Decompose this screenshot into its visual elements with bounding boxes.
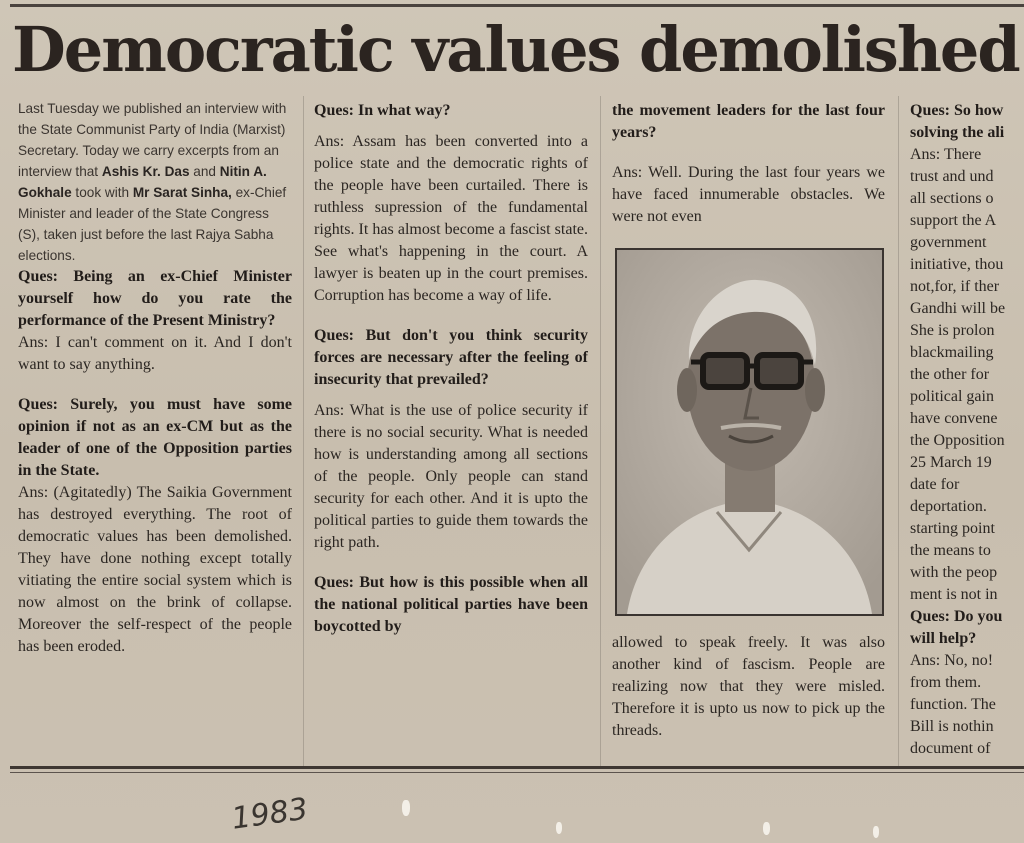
answer: Ans: There bbox=[910, 146, 982, 163]
answer: Ans: I can't comment on it. And I don't want to say anything. bbox=[18, 334, 292, 373]
answer: Ans: No, no! bbox=[910, 652, 994, 669]
answer: government bbox=[910, 234, 987, 251]
answer: 25 March 19 bbox=[910, 454, 992, 471]
answer: trust and und bbox=[910, 168, 994, 185]
reporter-name: Nitin A. Gokhale bbox=[18, 164, 267, 200]
paper-tear bbox=[763, 822, 770, 835]
intro-text: ex-Chief Minister and leader of the State Congress (S), taken just before the last Rajya Sabha elections. bbox=[18, 185, 287, 263]
intro-text: took with bbox=[71, 185, 133, 200]
paper-tear bbox=[873, 826, 879, 838]
question: Ques: Being an ex-Chief Minister yourself how do you rate the performance of the Present Ministry? bbox=[18, 268, 292, 329]
answer: Ans: (Agitatedly) The Saikia Government has destroyed everything. The root of democratic values has been demolished. They have done nothing except totally vitiating the entire social system which is now almost on the brink of collapse. Moreover the self-respect of the people has been eroded. bbox=[18, 484, 292, 655]
answer: from them. bbox=[910, 674, 982, 691]
question: solving the ali bbox=[910, 124, 1005, 141]
answer: have convene bbox=[910, 410, 998, 427]
answer: initiative, thou bbox=[910, 256, 1004, 273]
paper-tear bbox=[556, 822, 562, 834]
question: the movement leaders for the last four years? bbox=[612, 102, 885, 141]
answer: political gain bbox=[910, 388, 994, 405]
question: Ques: Surely, you must have some opinion if not as an ex-CM but as the leader of one of the Opposition parties in the State. bbox=[18, 396, 292, 479]
paper-tear bbox=[402, 800, 410, 816]
article-column-2 bbox=[314, 100, 588, 766]
bottom-rule-thin bbox=[10, 772, 1024, 773]
answer: She is prolon bbox=[910, 322, 995, 339]
answer: all sections o bbox=[910, 190, 994, 207]
answer: date for bbox=[910, 476, 960, 493]
question: Ques: But how is this possible when all the national political parties have been boycotted by bbox=[314, 574, 588, 635]
answer: starting point bbox=[910, 520, 995, 537]
top-rule bbox=[10, 4, 1024, 7]
answer: Ans: Well. During the last four years we have faced innumerable obstacles. We were not even bbox=[612, 164, 885, 225]
column-divider bbox=[600, 96, 601, 766]
answer: ment is not in bbox=[910, 586, 998, 603]
answer: the other for bbox=[910, 366, 990, 383]
reporter-name: Mr Sarat Sinha, bbox=[132, 185, 232, 200]
column-divider bbox=[898, 96, 899, 766]
question: Ques: Do you bbox=[910, 608, 1003, 625]
answer: the means to bbox=[910, 542, 991, 559]
answer: blackmailing bbox=[910, 344, 994, 361]
answer: deportation. bbox=[910, 498, 987, 515]
answer: allowed to speak freely. It was also another kind of fascism. People are realizing now that they were misled. Therefore it is upto us now to pick up the threads. bbox=[612, 634, 885, 739]
answer: document of bbox=[910, 740, 991, 757]
column-divider bbox=[303, 96, 304, 766]
intro-paragraph bbox=[18, 98, 292, 266]
portrait-photo bbox=[615, 248, 884, 616]
answer: support the A bbox=[910, 212, 997, 229]
reporter-name: Ashis Kr. Das bbox=[101, 164, 190, 179]
headline: Democratic values demolished bbox=[12, 13, 1019, 86]
question: Ques: So how bbox=[910, 102, 1004, 119]
answer: function. The bbox=[910, 696, 996, 713]
answer: Bill is nothin bbox=[910, 718, 994, 735]
question: Ques: In what way? bbox=[314, 102, 451, 119]
article-column-1 bbox=[18, 98, 292, 764]
answer: Ans: Assam has been converted into a police state and the democratic rights of the people have been curtailed. There is ruthless supression of the fundamental rights. It has almost become a fascist state. See what's happening in the court. A lawyer is beaten up in the court premises. Corruption has become a way of life. bbox=[314, 133, 588, 304]
handwritten-year: 1983 bbox=[229, 791, 310, 837]
article-column-3-bottom bbox=[612, 632, 885, 766]
article-column-4 bbox=[910, 100, 1024, 768]
portrait-image bbox=[617, 250, 882, 614]
intro-text: Last Tuesday we published an interview with the State Communist Party of India (Marxist) Secretary. Today we carry excerpts from an interview that bbox=[18, 101, 287, 179]
question: will help? bbox=[910, 630, 977, 647]
bottom-rule bbox=[10, 766, 1024, 769]
answer: Ans: What is the use of police security if there is no social security. What is needed how is understanding among all sections of the people. Only people can stand security for each other. And it is upto the political parties to guide them towards the right path. bbox=[314, 402, 588, 551]
answer: not,for, if ther bbox=[910, 278, 1000, 295]
article-column-3-top bbox=[612, 100, 885, 230]
question: Ques: But don't you think security forces are necessary after the feeling of insecurity that prevailed? bbox=[314, 327, 588, 388]
answer: Gandhi will be bbox=[910, 300, 1006, 317]
answer: with the peop bbox=[910, 564, 998, 581]
answer: the Opposition bbox=[910, 432, 1005, 449]
intro-text: and bbox=[189, 164, 220, 179]
